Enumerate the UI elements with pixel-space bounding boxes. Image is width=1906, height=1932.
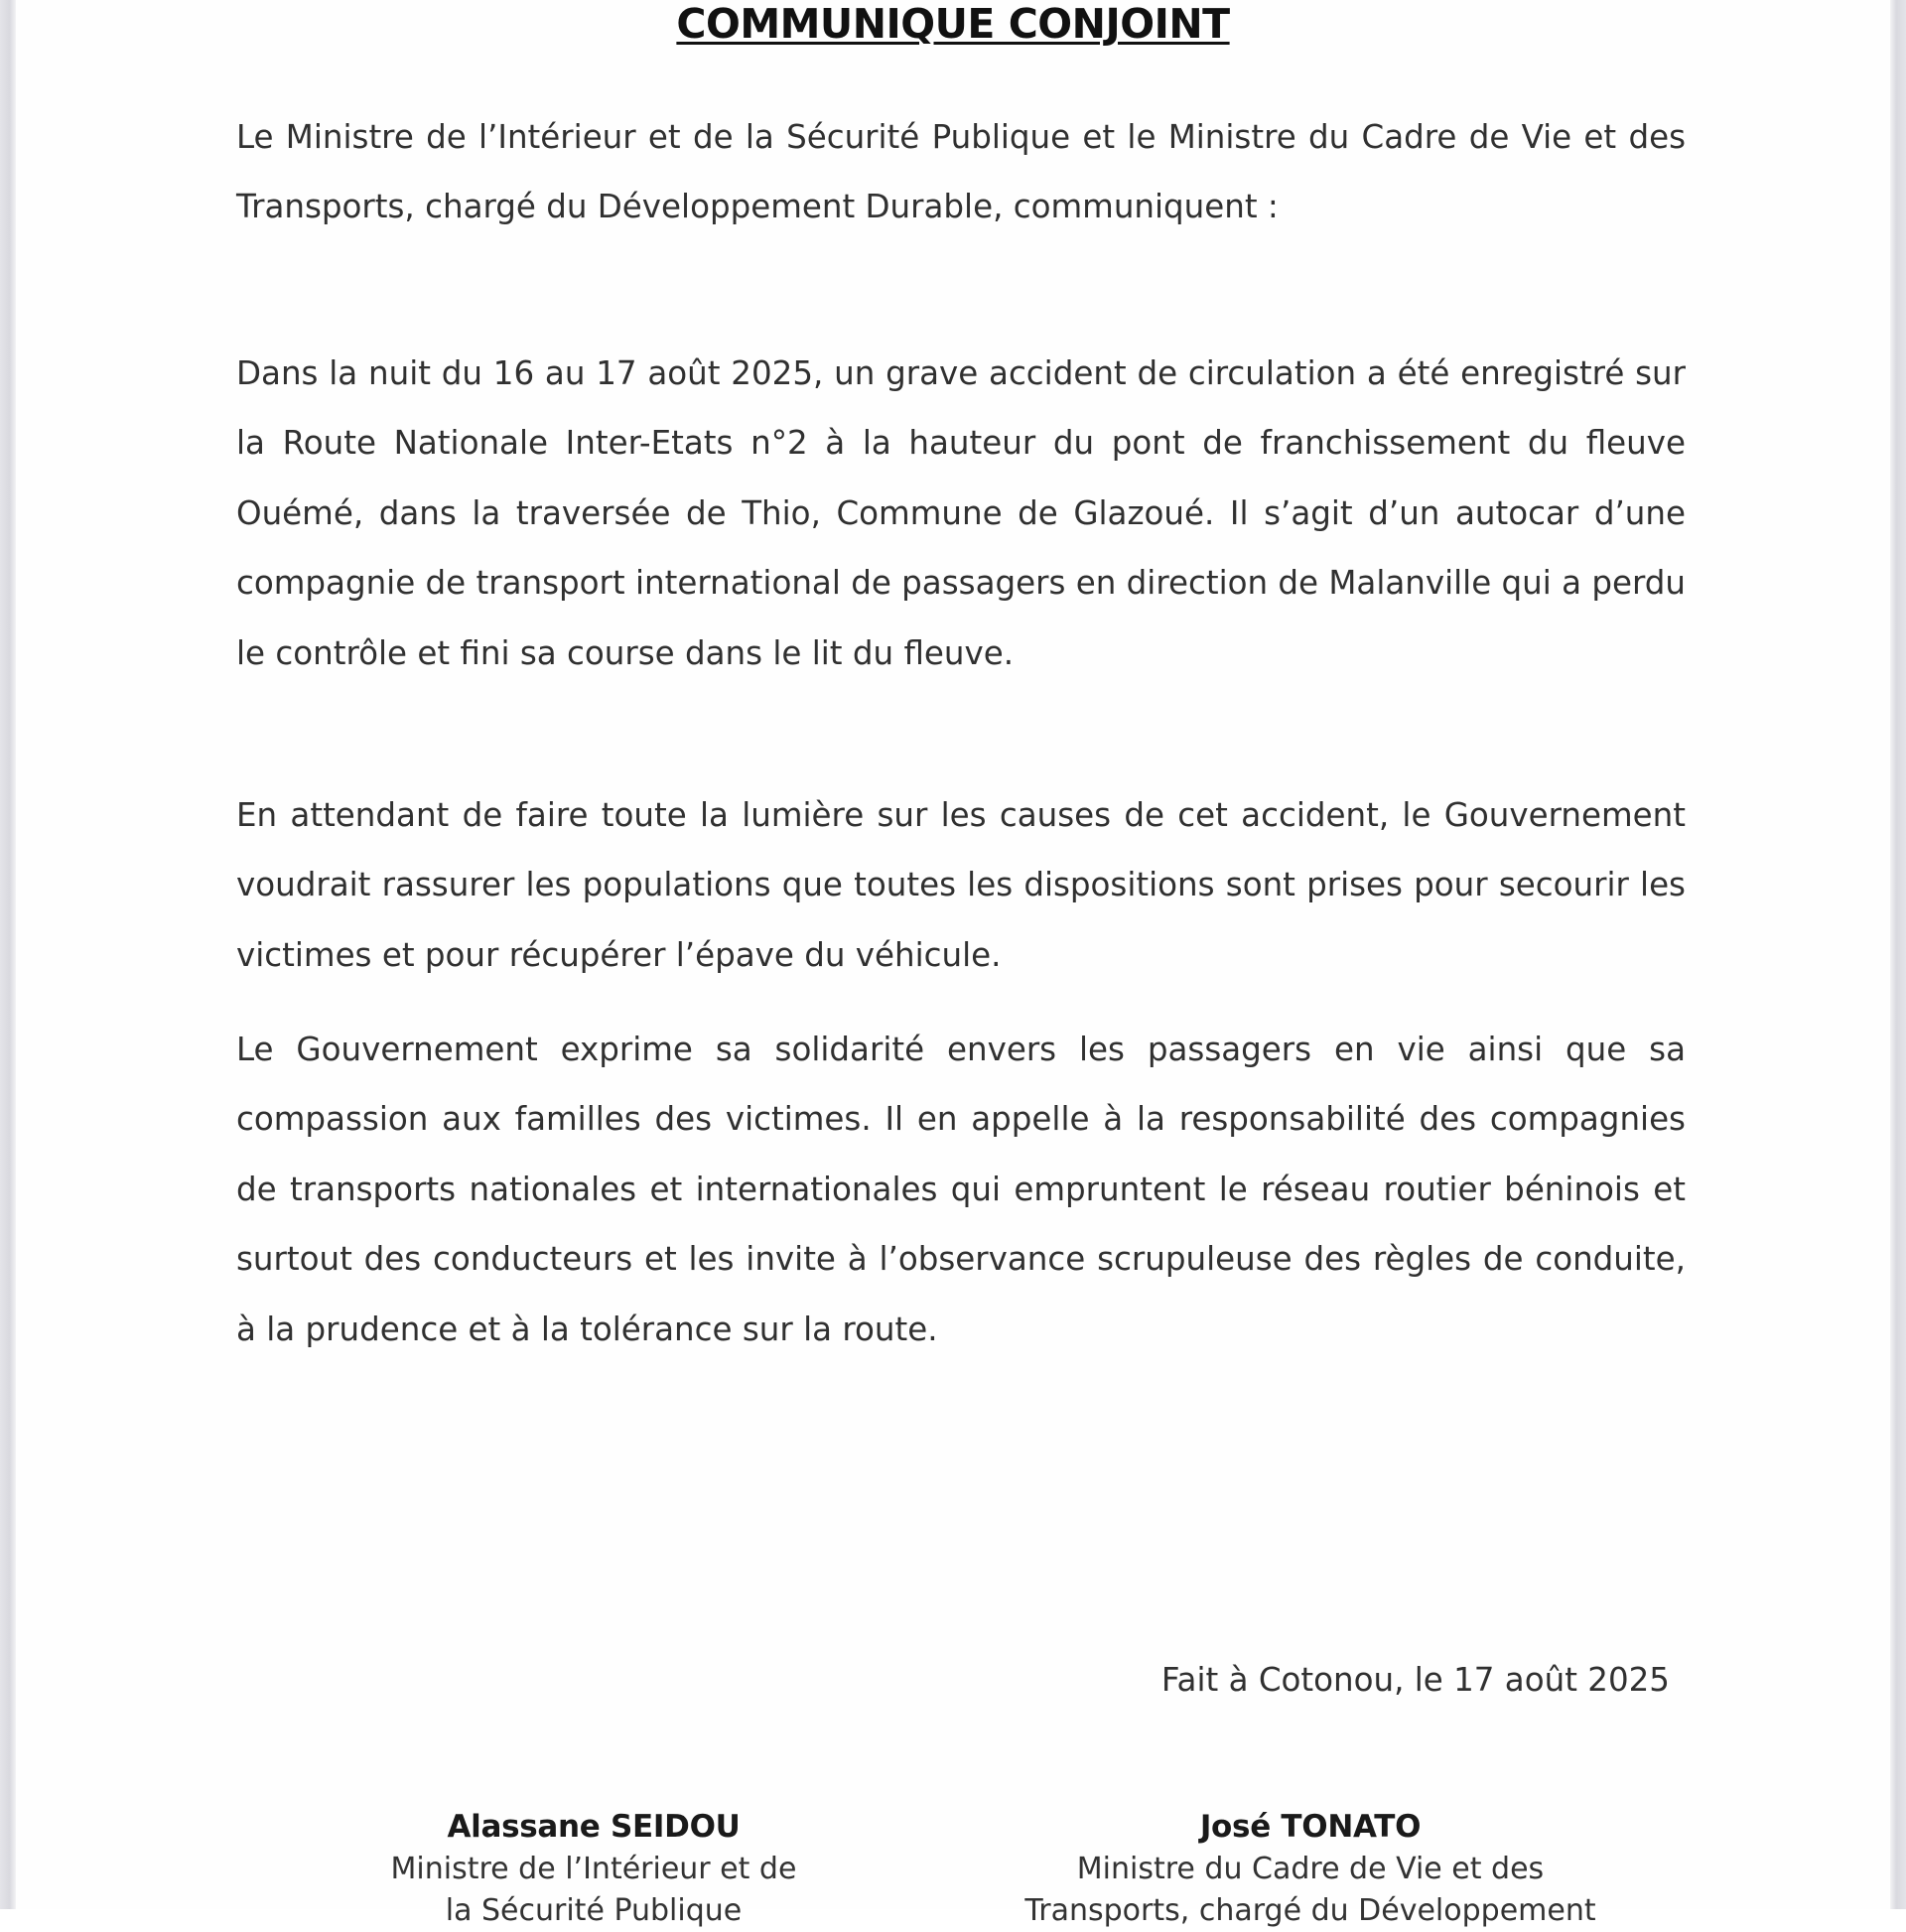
paragraph-accident: Dans la nuit du 16 au 17 août 2025, un grave accident de circulation a été enregistré sur la Route Nationale Inter-Etats n°2 à la hauteur du pont de franchissement du fleuve Ouémé, dans la traversée de Thio, Commune de Glazoué. Il s’agit d’un autocar d’une compagnie de transport international de passagers en direction de Malanville qui a perdu le contrôle et fini sa course dans le lit du fleuve.: [236, 354, 1686, 672]
signatory-title: la Sécurité Publique: [445, 1893, 743, 1928]
signatory-title: Ministre de l’Intérieur et de: [390, 1852, 797, 1886]
signatory-name: Alassane SEIDOU: [447, 1809, 741, 1845]
signatory-block-right: [1003, 1805, 1618, 1932]
document-title: COMMUNIQUE CONJOINT: [676, 0, 1230, 48]
signatory-title: Transports, chargé du Développement: [1024, 1893, 1596, 1928]
document-page: [16, 0, 1890, 1928]
page-edge-right: [1890, 0, 1906, 1909]
signatory-block-left: [286, 1805, 901, 1932]
signatory-title: Ministre du Cadre de Vie et des: [1076, 1852, 1545, 1886]
paragraph-solidarity: Le Gouvernement exprime sa solidarité envers les passagers en vie ainsi que sa compassion aux familles des victimes. Il en appelle à la responsabilité des compagnies de transports nationales et internationales qui empruntent le réseau routier béninois et surtout des conducteurs et les invite à l’observance scrupuleuse des règles de conduite, à la prudence et à la tolérance sur la route.: [236, 1031, 1686, 1348]
paragraph-intro: Le Ministre de l’Intérieur et de la Sécurité Publique et le Ministre du Cadre de Vie et des Transports, chargé du Développement Durable, communiquent :: [236, 118, 1686, 226]
place-date: Fait à Cotonou, le 17 août 2025: [1160, 1661, 1670, 1699]
page-edge-left: [0, 0, 16, 1909]
paragraph-reassurance: En attendant de faire toute la lumière sur les causes de cet accident, le Gouvernement voudrait rassurer les populations que toutes les dispositions sont prises pour secourir les victimes et pour récupérer l’épave du véhicule.: [236, 796, 1686, 974]
signatory-name: José TONATO: [1199, 1809, 1422, 1845]
